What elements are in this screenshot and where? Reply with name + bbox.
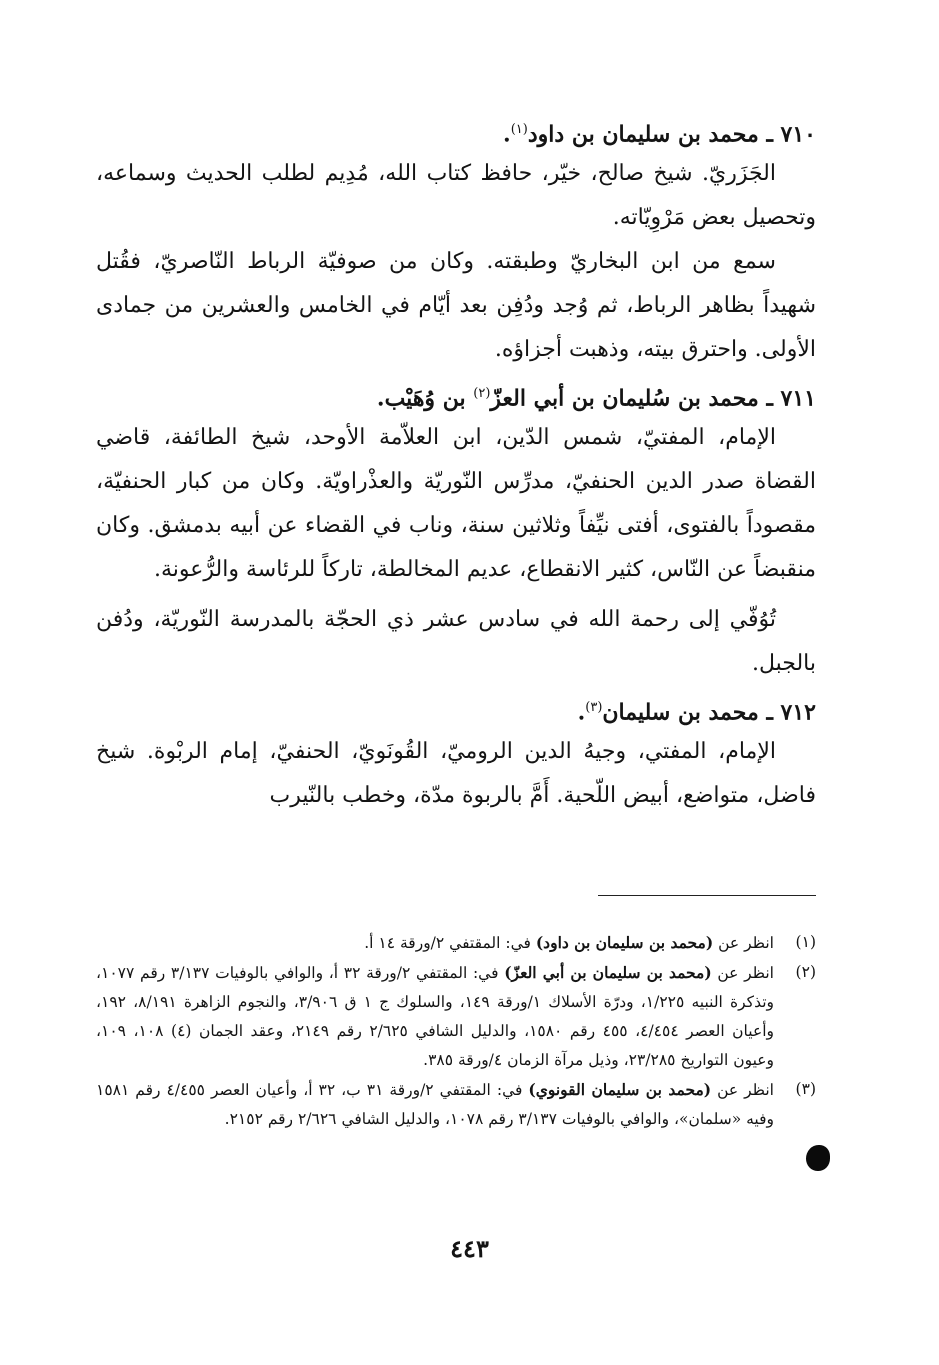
entry-paragraph: الإمام، المفتيّ، شمس الدّين، ابن العلاّمة الأوحد، شيخ الطائفة، قاضي القضاة صدر الدين الحنفيّ، مدرِّس النّوريّة والعذْراويّة. وكان من كبار الحنفيّة، مقصوداً بالفتوى، أفتى نيِّفاً وثلاثين سنة، وناب في القضاء عن أبيه بدمشق. وكان منقبضاً عن النّاس، كثير الانقطاع، عديم المخالطة، تاركاً للرئاسة والرُّعونة. [96,425,816,582]
footnote-subject: (محمد بن سليمان بن داود) [535,933,714,952]
footnote-number: (٣) [795,1080,816,1098]
entry-name: محمد بن سليمان بن داود [527,121,759,148]
entry-paragraph: الإمام، المفتي، وجيهُ الدين الروميّ، القُونَويّ، الحنفيّ، إمام الربْوة. شيخ فاضل، متواضع، أبيض اللّحية. أَمَّ بالربوة مدّة، وخطب بالنّيرب [96,739,816,808]
footnote-text [96,928,774,958]
footnote-text [96,958,774,1075]
footnote-ref[interactable]: (٢) [473,386,491,401]
footnote-3 [96,1075,816,1134]
main-text [96,108,816,818]
footnote-subject: (محمد بن سليمان القونوي) [528,1080,712,1099]
footnote-lead: انظر عن [717,964,774,982]
entry-heading [96,686,816,730]
entry-paragraph: تُوُفّي إلى رحمة الله في سادس عشر ذي الحجّة بالمدرسة النّوريّة، ودُفن بالجبل. [96,607,816,676]
entry-711 [96,372,816,686]
ink-blot [806,1145,830,1171]
footnote-ref[interactable]: (١) [510,122,528,137]
footnote-lead: انظر عن [718,934,774,952]
footnote-number: (١) [795,933,816,951]
footnote-subject: (محمد بن سليمان بن أبي العزّ) [504,963,712,982]
footnote-separator [598,895,816,896]
footnote-sources: في: المقتفي ٢/ورقة ٣١ ب، ٣٢ أ، وأعيان العصر ٤/٤٥٥ رقم ١٥٨١ وفيه «سلمان»، والوافي بالوفيات ٣/١٣٧ رقم ١٠٧٨، والدليل الشافي ٢/٦٢٦ رقم ٢١٥٢. [96,1081,774,1128]
entry-heading [96,108,816,152]
heading-end: . [577,699,586,726]
footnote-sources: في: المقتفي ٢/ورقة ١٤ أ. [364,934,536,952]
entry-paragraph: الجَزَريّ. شيخ صالح، خيّر، حافظ كتاب الله، مُدِيم لطلب الحديث وسماعه، وتحصيل بعض مَرْوِيّاته. [96,161,816,230]
footnote-number: (٢) [795,963,816,981]
heading-end: . [503,121,511,148]
heading-end: بن وُهَيْب. [376,385,474,412]
entry-number: ٧١١ ـ [766,385,816,412]
entry-710 [96,108,816,372]
entry-712 [96,686,816,818]
entry-number: ٧١٢ ـ [766,699,816,726]
footnotes [96,928,816,1134]
footnote-ref[interactable]: (٣) [585,700,603,715]
entry-name: محمد بن سُليمان بن أبي العزّ [490,385,759,412]
entry-number: ٧١٠ ـ [766,121,816,148]
footnote-1 [96,928,816,958]
entry-heading [96,372,816,416]
footnote-text [96,1075,774,1134]
page-number: ٤٤٣ [450,1234,489,1263]
entry-paragraph: سمع من ابن البخاريّ وطبقته. وكان من صوفيّة الرباط النّاصريّ، فقُتل شهيداً بظاهر الرباط، ثم وُجد ودُفِن بعد أيّام في الخامس والعشرين من جمادى الأولى. واحترق بيته، وذهبت أجزاؤه. [96,249,816,362]
footnote-lead: انظر عن [717,1081,774,1099]
entry-name: محمد بن سليمان [602,699,759,726]
footnote-sources: في: المقتفي ٢/ورقة ٣٢ أ، والوافي بالوفيات ٣/١٣٧ رقم ١٠٧٧، وتذكرة النبيه ١/٢٢٥، ودرّة الأسلاك ١/ورقة ١٤٩، والسلوك ج ١ ق ٣/٩٠٦، والنجوم الزاهرة ٨/١٩١، ١٩٢، وأعيان العصر ٤/٤٥٤، ٤٥٥ رقم ١٥٨٠، والدليل الشافي ٢/٦٢٥ رقم ٢١٤٩، وعقد الجمان (٤) ١٠٨، ١٠٩، وعيون التواريخ ٢٣/٢٨٥، وذيل مرآة الزمان ٤/ورقة ٣٨٥. [96,964,774,1069]
footnote-2 [96,958,816,1075]
